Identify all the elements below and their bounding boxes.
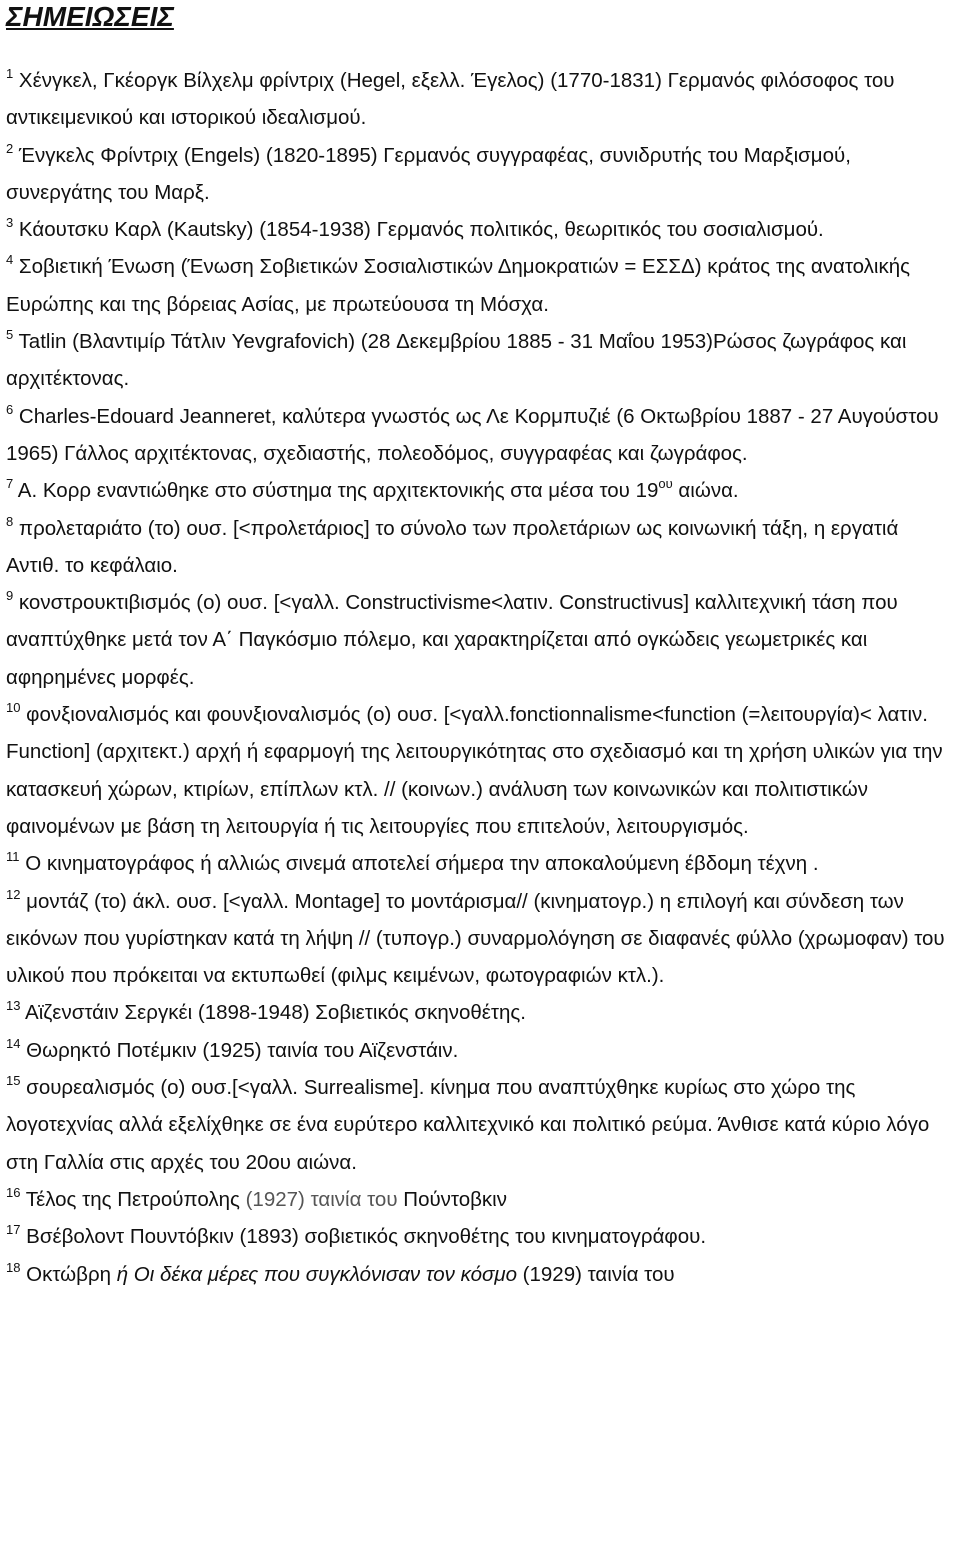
footnote-text: κονστρουκτιβισμός (ο) ουσ. [<γαλλ. Constructivisme<λατιν. Constructivus] καλλιτεχνική τάση που αναπτύχθηκε μετά τον Α΄ Παγκόσμιο πόλεμο, και χαρακτηρίζεται από ογκώδεις γεωμετρικές και αφηρημένες μορφές.	[6, 591, 898, 689]
footnote-number: 9	[6, 588, 14, 604]
footnote-number: 4	[6, 252, 14, 268]
footnote-7	[6, 472, 952, 509]
footnote-3	[6, 211, 952, 248]
footnote-text: Βσέβολοντ Πουντόβκιν (1893) σοβιετικός σκηνοθέτης του κινηματογράφου.	[20, 1225, 707, 1249]
footnote-text: Ένγκελς Φρίντριχ (Engels) (1820-1895) Γερμανός συγγραφέας, συνιδρυτής του Μαρξισμού, συνεργάτης του Μαρξ.	[6, 143, 851, 204]
footnote-10	[6, 696, 952, 845]
footnote-text: φονξιοναλισμός και φουνξιοναλισμός (ο) ουσ. [<γαλλ.fonctionnalisme<function (=λειτουργία)< λατιν. Function] (αρχιτεκτ.) αρχή ή εφαρμογή της λειτουργικότητας στο σχεδιασμό και τη χρήση υλικών για την κατασκευή χώρων, κτιρίων, επίπλων κτλ. // (κοινων.) ανάλυση των κοινωνικών και πολιτιστικών φαινομένων με βάση τη λειτουργία ή τις λειτουργίες που επιτελούν, λειτουργισμός.	[6, 703, 943, 838]
footnote-text-end: αιώνα.	[672, 479, 739, 503]
footnote-2	[6, 137, 952, 212]
footnote-16	[6, 1181, 952, 1218]
footnote-17	[6, 1218, 952, 1255]
footnote-5	[6, 323, 952, 398]
footnote-number: 11	[6, 849, 20, 865]
footnote-number: 14	[6, 1035, 21, 1051]
film-title-italic: ή Οι δέκα μέρες που συγκλόνισαν τον κόσμο	[116, 1262, 517, 1286]
footnotes-list	[6, 62, 952, 1293]
footnote-text-end: Πούντοβκιν	[397, 1187, 507, 1211]
footnote-text: Tatlin (Βλαντιμίρ Τάτλιν Yevgrafovich) (28 Δεκεμβρίου 1885 - 31 Μαΐου 1953)Ρώσος ζωγράφος και αρχιτέκτονας.	[6, 330, 907, 391]
footnote-1	[6, 62, 952, 137]
footnote-text: σουρεαλισμός (ο) ουσ.[<γαλλ. Surrealisme]. κίνημα που αναπτύχθηκε κυρίως στο χώρο της λογοτεχνίας αλλά εξελίχθηκε σε ένα ευρύτερο καλλιτεχνικό και πολιτικό ρεύμα. Άνθισε κατά κύριο λόγο στη Γαλλία στις αρχές του 20ου αιώνα.	[6, 1076, 930, 1174]
footnote-4	[6, 248, 952, 323]
footnote-text-end: (1929) ταινία του	[516, 1262, 675, 1286]
footnote-number: 12	[6, 886, 21, 902]
footnote-number: 7	[6, 476, 14, 492]
footnote-number: 6	[6, 401, 14, 417]
footnote-number: 10	[6, 700, 21, 716]
footnote-number: 18	[6, 1259, 21, 1275]
footnote-9	[6, 584, 952, 696]
footnote-text: Θωρηκτό Ποτέμκιν (1925) ταινία του Αϊζενστάιν.	[20, 1038, 459, 1062]
footnote-text: Χένγκελ, Γκέοργκ Βίλχελμ φρίντριχ (Hegel, εξελλ. Έγελος) (1770-1831) Γερμανός φιλόσοφος του αντικειμενικού και ιστορικού ιδεαλισμού.	[6, 69, 895, 130]
footnote-text: Αϊζενστάιν Σεργκέι (1898-1948) Σοβιετικός σκηνοθέτης.	[20, 1001, 527, 1025]
footnote-text: Τέλος της Πετρούπολης	[20, 1187, 246, 1211]
footnote-6	[6, 398, 952, 473]
footnote-8	[6, 510, 952, 585]
footnote-11	[6, 845, 952, 882]
footnote-number: 5	[6, 327, 14, 343]
footnote-number: 16	[6, 1184, 21, 1200]
footnote-13	[6, 994, 952, 1031]
footnote-18	[6, 1256, 952, 1293]
footnote-text: Α. Κορρ εναντιώθηκε στο σύστημα της αρχιτεκτονικής στα μέσα του 19	[13, 479, 659, 503]
footnote-text: Ο κινηματογράφος ή αλλιώς σινεμά αποτελεί σήμερα την αποκαλούμενη έβδομη τέχνη .	[19, 852, 819, 876]
footnote-number: 8	[6, 513, 14, 529]
footnote-number: 17	[6, 1222, 21, 1238]
footnote-text-gray: (1927) ταινία του	[245, 1187, 398, 1211]
footnote-12	[6, 883, 952, 995]
footnote-text: Κάουτσκυ Καρλ (Kautsky) (1854-1938) Γερμανός πολιτικός, θεωριτικός του σοσιαλισμού.	[13, 218, 824, 242]
footnote-text: Charles-Edouard Jeanneret, καλύτερα γνωστός ως Λε Κορμπυζιέ (6 Οκτωβρίου 1887 - 27 Αυγούστου 1965) Γάλλος αρχιτέκτονας, σχεδιαστής, πολεοδόμος, συγγραφέας και ζωγράφος.	[6, 404, 939, 465]
document-page	[6, 0, 952, 1293]
footnote-number: 1	[6, 66, 14, 81]
footnote-number: 15	[6, 1073, 21, 1089]
page-title: ΣΗΜΕΙΩΣΕΙΣ	[6, 1, 174, 32]
footnote-text: Σοβιετική Ένωση (Ένωση Σοβιετικών Σοσιαλιστικών Δημοκρατιών = ΕΣΣΔ) κράτος της ανατολικής Ευρώπης και της βόρειας Ασίας, με πρωτεύουσα τη Μόσχα.	[6, 255, 910, 316]
footnote-text: μοντάζ (το) άκλ. ουσ. [<γαλλ. Montage] το μοντάρισμα// (κινηματογρ.) η επιλογή και σύνδεση των εικόνων που γυρίστηκαν κατά τη λήψη // (τυπογρ.) συναρμολόγηση σε διαφανές φύλλο (χρωμοφαν) του υλικού που πρόκειται να εκτυπωθεί (φιλμς κειμένων, φωτογραφιών κτλ.).	[6, 889, 945, 988]
footnote-number: 3	[6, 215, 14, 231]
footnote-text: προλεταριάτο (το) ουσ. [<προλετάριος] το σύνολο των προλετάριων ως κοινωνική τάξη, η εργατιά Αντιθ. το κεφάλαιο.	[6, 516, 899, 577]
footnote-14	[6, 1032, 952, 1069]
ordinal-suffix: ου	[658, 476, 673, 492]
footnote-15	[6, 1069, 952, 1181]
footnote-text: Οκτώβρη	[20, 1262, 117, 1286]
footnote-number: 2	[6, 140, 14, 156]
footnote-number: 13	[6, 998, 21, 1014]
